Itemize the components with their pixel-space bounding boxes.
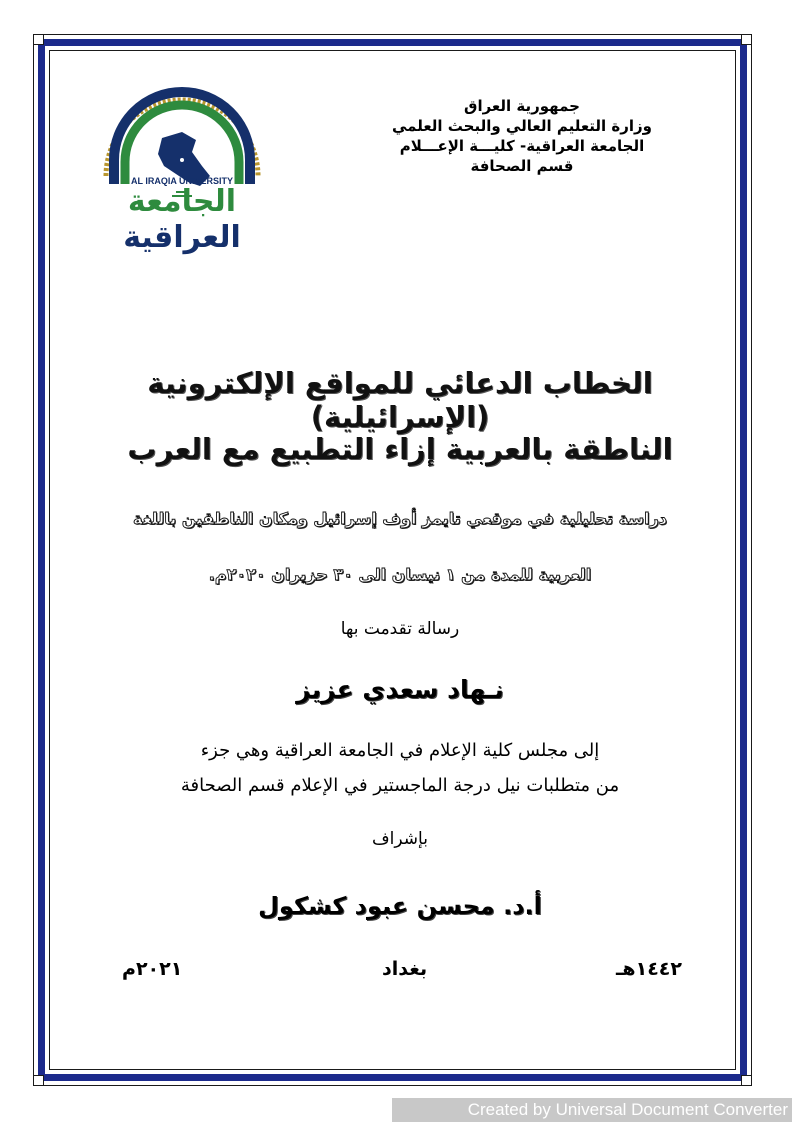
logo-arabic-line2: العراقية [123,220,241,255]
university-logo [92,80,272,265]
border-corner [33,34,44,45]
institution-header [362,96,682,176]
author-name: نـهاد سعدي عزيز [296,675,504,704]
logo-arabic-line1: الجامعة [127,184,237,219]
thesis-subtitle-line2: العربية للمدة من ١ نيسان الى ٣٠ حزيران ٢٠٢٠م. [208,565,592,584]
converter-watermark: Created by Universal Document Converter [392,1098,792,1122]
border-corner [33,1075,44,1086]
thesis-title-line2: الناطقة بالعربية إزاء التطبيع مع العرب [127,432,673,466]
country-line: جمهورية العراق [464,97,580,115]
purpose-line1: إلى مجلس كلية الإعلام في الجامعة العراقية وهي جزء [200,740,600,761]
ministry-line: وزارة التعليم العالي والبحث العلمي [391,117,653,135]
purpose-line2: من متطلبات نيل درجة الماجستير في الإعلام قسم الصحافة [180,775,620,796]
thesis-title-line1: الخطاب الدعائي للمواقع الإلكترونية (الإسرائيلية) [147,366,653,434]
logo-english-text: AL IRAQIA UNIVERSITY [130,176,233,186]
thesis-subtitle-line1: دراسة تحليلية في موقعي تايمز أوف إسرائيل ومكان الناطقين باللغة [133,509,667,528]
supervisor-name: أ.د. محسن عبود كشكول [258,892,542,920]
department-line: قسم الصحافة [470,157,574,175]
supervision-label: بإشراف [372,829,428,849]
submitted-by-label: رسالة تقدمت بها [340,619,460,639]
border-corner [741,34,752,45]
hijri-year: ١٤٤٢هـ [615,958,682,980]
university-college-line: الجامعة العراقية- كليـــة الإعـــلام [399,137,645,155]
gregorian-year: ٢٠٢١م [122,958,183,980]
city: بغداد [382,958,428,980]
border-corner [741,1075,752,1086]
